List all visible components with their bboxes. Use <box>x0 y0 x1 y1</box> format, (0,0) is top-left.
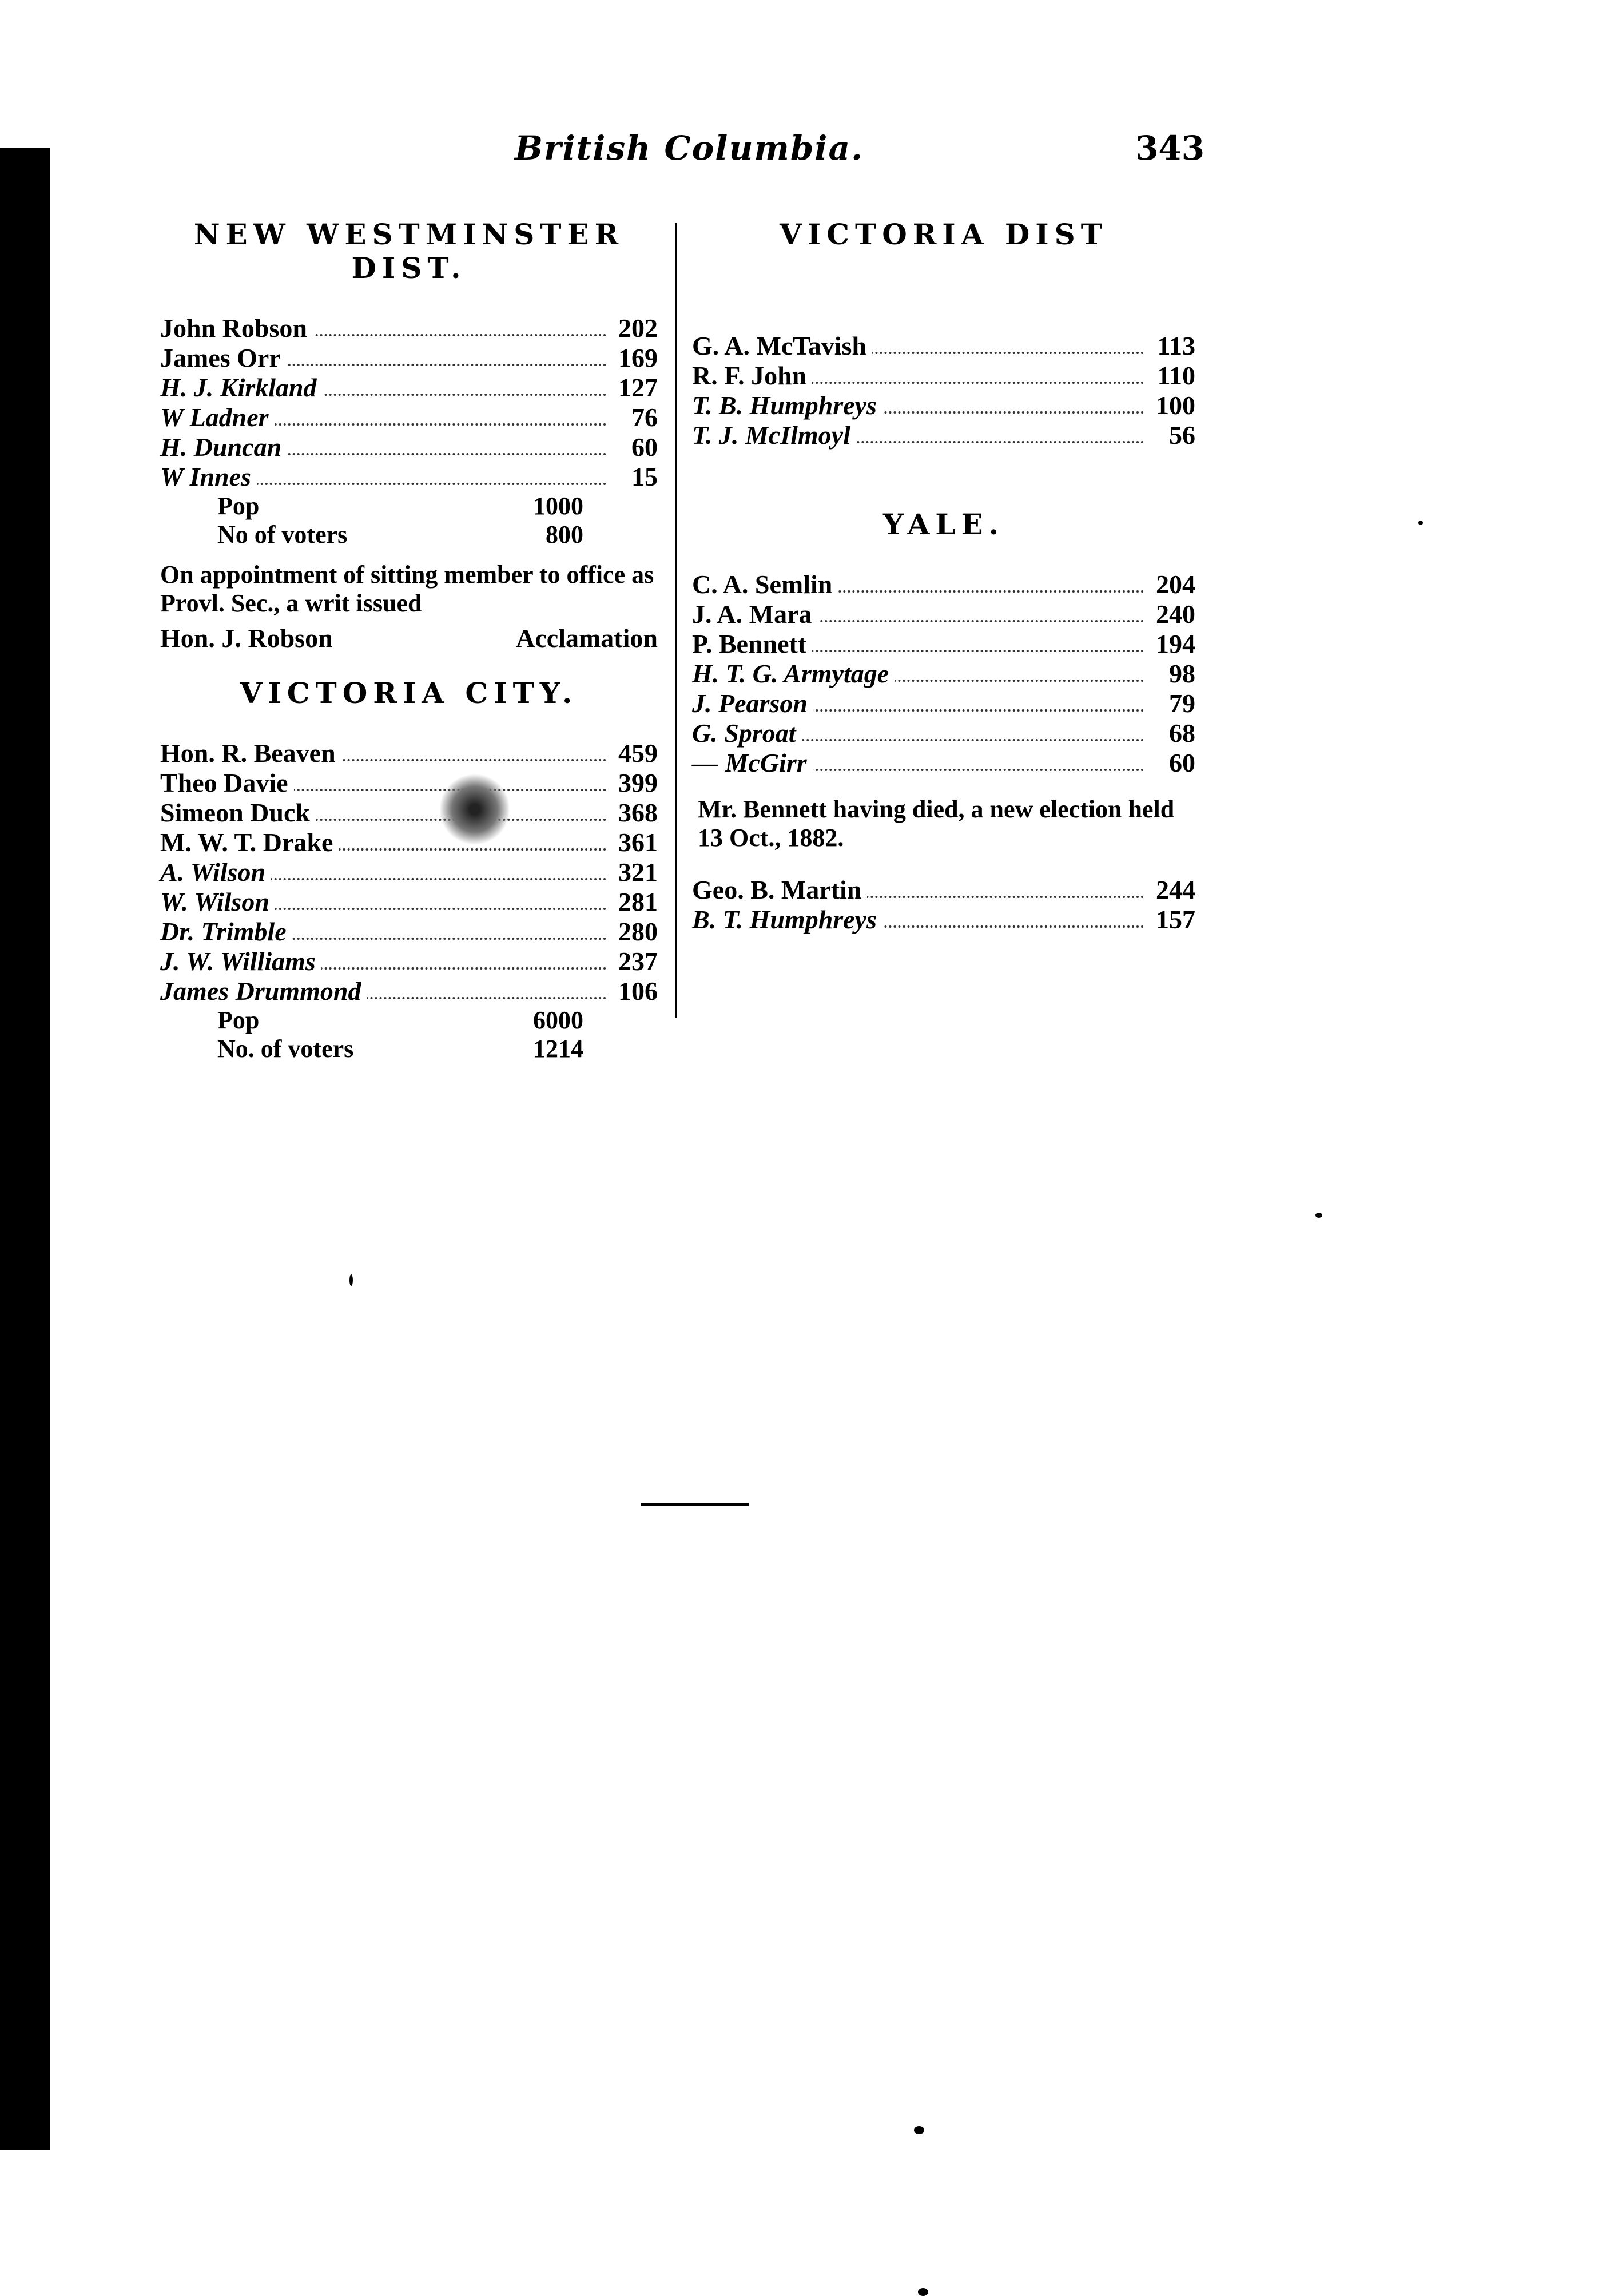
result-row <box>160 313 658 343</box>
speck <box>1315 1213 1322 1218</box>
candidate-name: Dr. Trimble <box>160 917 292 947</box>
vote-count: 98 <box>1163 659 1195 689</box>
section-heading-new-westminster: NEW WESTMINSTER DIST. <box>193 217 625 285</box>
vote-count: 56 <box>1163 420 1195 450</box>
result-row <box>692 659 1195 689</box>
candidate-name: H. Duncan <box>160 432 287 462</box>
candidate-name: T. J. McIlmoyl <box>692 420 856 450</box>
candidate-name: W. Wilson <box>160 887 275 917</box>
vote-count: 106 <box>613 976 658 1006</box>
result-row <box>692 689 1195 718</box>
candidate-name: Hon. R. Beaven <box>160 738 341 768</box>
candidate-name: G. A. McTavish <box>692 331 872 361</box>
vote-count: 240 <box>1150 599 1195 629</box>
vote-count: 169 <box>613 343 658 373</box>
vote-count: 368 <box>613 798 658 828</box>
section-heading-yale: YALE. <box>883 507 1004 541</box>
result-row <box>160 947 658 976</box>
candidate-name: J. A. Mara <box>692 599 818 629</box>
result-row <box>692 875 1195 905</box>
candidate-name: Simeon Duck <box>160 798 316 828</box>
acclamation-row <box>160 623 658 653</box>
end-rule <box>641 1503 749 1506</box>
vote-count: 459 <box>613 738 658 768</box>
result-row <box>160 462 658 492</box>
yale-by-election-results <box>692 875 1195 935</box>
result-row <box>692 748 1195 778</box>
result-row <box>160 343 658 373</box>
candidate-name: Theo Davie <box>160 768 294 798</box>
speck <box>1418 521 1423 525</box>
vote-count: 68 <box>1163 718 1195 748</box>
result-row <box>692 570 1195 599</box>
vote-count: 202 <box>613 313 658 343</box>
vote-count: 110 <box>1152 361 1195 391</box>
candidate-name: M. W. T. Drake <box>160 828 339 857</box>
voters-label: No of voters <box>217 521 348 549</box>
victoria-dist-results <box>692 331 1195 450</box>
candidate-name: W Ladner <box>160 403 275 432</box>
candidate-name: H. J. Kirkland <box>160 373 323 403</box>
result-row <box>160 976 658 1006</box>
result-row <box>160 857 658 887</box>
result-row <box>692 718 1195 748</box>
result-row <box>160 403 658 432</box>
candidate-name: J. W. Williams <box>160 947 321 976</box>
candidate-name: G. Sproat <box>692 718 801 748</box>
vote-count: 204 <box>1150 570 1195 599</box>
candidate-name: H. T. G. Armytage <box>692 659 895 689</box>
result-row <box>160 798 658 828</box>
left-column <box>160 217 658 1063</box>
candidate-name: B. T. Humphreys <box>692 905 882 935</box>
voters-label: No. of voters <box>217 1035 354 1063</box>
population-row <box>160 492 658 521</box>
vote-count: 113 <box>1152 331 1195 361</box>
candidate-name: P. Bennett <box>692 629 812 659</box>
acclamation-value: Acclamation <box>516 623 658 653</box>
result-row <box>160 738 658 768</box>
result-row <box>692 905 1195 935</box>
vote-count: 15 <box>626 462 658 492</box>
vote-count: 157 <box>1150 905 1195 935</box>
vote-count: 361 <box>613 828 658 857</box>
result-row <box>160 917 658 947</box>
candidate-name: — McGirr <box>692 748 813 778</box>
result-row <box>692 391 1195 420</box>
result-row <box>160 373 658 403</box>
speck <box>914 2126 924 2134</box>
result-row <box>692 361 1195 391</box>
new-westminster-results <box>160 313 658 492</box>
result-row <box>692 331 1195 361</box>
result-row <box>160 887 658 917</box>
bennett-note: Mr. Bennett having died, a new election held 13 Oct., 1882. <box>698 795 1175 852</box>
candidate-name: Geo. B. Martin <box>692 875 867 905</box>
vote-count: 321 <box>613 857 658 887</box>
candidate-name: C. A. Semlin <box>692 570 838 599</box>
population-value: 1000 <box>533 492 583 520</box>
vote-count: 237 <box>613 947 658 976</box>
yale-results <box>692 570 1195 778</box>
vote-count: 399 <box>613 768 658 798</box>
victoria-city-results <box>160 738 658 1006</box>
population-label: Pop <box>217 1006 260 1034</box>
candidate-name: R. F. John <box>692 361 812 391</box>
vote-count: 281 <box>613 887 658 917</box>
vote-count: 79 <box>1163 689 1195 718</box>
population-label: Pop <box>217 492 260 520</box>
population-row <box>160 1006 658 1035</box>
acclamation-name: Hon. J. Robson <box>160 623 333 653</box>
candidate-name: J. Pearson <box>692 689 813 718</box>
vote-count: 280 <box>613 917 658 947</box>
candidate-name: W Innes <box>160 462 257 492</box>
vote-count: 76 <box>626 403 658 432</box>
result-row <box>692 420 1195 450</box>
result-row <box>160 432 658 462</box>
candidate-name: John Robson <box>160 313 313 343</box>
voters-value: 1214 <box>533 1035 583 1063</box>
page-number: 343 <box>1135 129 1205 168</box>
candidate-name: T. B. Humphreys <box>692 391 882 420</box>
writ-note: On appointment of sitting member to office as Provl. Sec., a writ issued <box>160 561 654 617</box>
voters-row <box>160 521 658 549</box>
book-spine-shadow <box>0 148 50 2150</box>
section-heading-victoria-dist: VICTORIA DIST <box>780 217 1108 251</box>
vote-count: 244 <box>1150 875 1195 905</box>
result-row <box>692 629 1195 659</box>
vote-count: 127 <box>613 373 658 403</box>
speck <box>918 2288 928 2296</box>
vote-count: 60 <box>1163 748 1195 778</box>
population-value: 6000 <box>533 1006 583 1034</box>
result-row <box>692 599 1195 629</box>
section-heading-victoria-city: VICTORIA CITY. <box>240 676 578 710</box>
vote-count: 100 <box>1150 391 1195 420</box>
column-divider <box>675 223 677 1018</box>
voters-value: 800 <box>546 521 583 549</box>
right-column <box>692 217 1195 935</box>
candidate-name: A. Wilson <box>160 857 271 887</box>
result-row <box>160 828 658 857</box>
vote-count: 194 <box>1150 629 1195 659</box>
candidate-name: James Orr <box>160 343 287 373</box>
ink-blot <box>440 772 509 847</box>
voters-row <box>160 1035 658 1063</box>
running-head: British Columbia. <box>515 129 864 168</box>
result-row <box>160 768 658 798</box>
speck <box>349 1274 353 1286</box>
vote-count: 60 <box>626 432 658 462</box>
candidate-name: James Drummond <box>160 976 367 1006</box>
